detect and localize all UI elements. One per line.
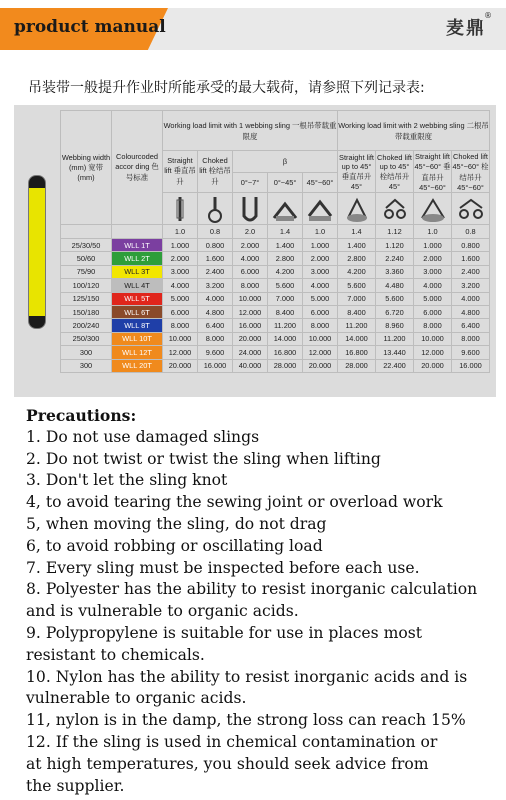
load-value-cell: 4.000 [303,279,338,292]
load-value-cell: 6.400 [198,319,233,332]
load-value-cell: 7.000 [338,292,376,305]
load-value-cell: 6.000 [163,305,198,318]
load-value-cell: 22.400 [376,359,414,372]
precaution-line: 5, when moving the sling, do not drag [26,515,327,533]
factor-cell: 1.0 [414,225,452,239]
load-value-cell: 3.200 [452,279,490,292]
load-value-cell: 8.000 [198,332,233,345]
width-cell: 300 [61,346,112,359]
load-value-cell: 1.400 [268,239,303,252]
table-row [61,252,490,265]
load-value-cell: 8.960 [376,319,414,332]
basket-0-7-icon [233,193,268,225]
load-value-cell: 16.000 [452,359,490,372]
load-value-cell: 2.240 [376,252,414,265]
precaution-line: 10. Nylon has the ability to resist inorganic acids and is [26,667,468,686]
colour-code-badge: WLL 1T [112,239,163,252]
colour-code-badge: WLL 20T [112,359,163,372]
load-value-cell: 13.440 [376,346,414,359]
load-value-cell: 20.000 [163,359,198,372]
load-value-cell: 9.600 [198,346,233,359]
factor-cell: 1.0 [303,225,338,239]
colour-code-badge: WLL 8T [112,319,163,332]
load-value-cell: 10.000 [163,332,198,345]
factor-blank [112,225,163,239]
header-two-choked-45-60: Choked lift 45°~60° 栓结吊升 45°~60° [452,151,489,192]
two-straight-45-icon [338,193,376,225]
header-beta-0-45: 0°~45° [268,173,303,193]
precaution-line: 7. Every sling must be inspected before each use. [26,558,420,577]
load-value-cell: 4.480 [376,279,414,292]
table-row [61,346,490,359]
width-cell: 125/150 [61,292,112,305]
table-row [61,239,490,252]
page-title: product manual [14,17,166,37]
load-value-cell: 20.000 [303,359,338,372]
load-value-cell: 8.400 [338,305,376,318]
factor-cell: 1.4 [338,225,376,239]
sling-image [28,175,46,329]
table-row [61,292,490,305]
load-value-cell: 24.000 [233,346,268,359]
load-value-cell: 1.000 [414,239,452,252]
table-row [61,359,490,372]
load-value-cell: 14.000 [268,332,303,345]
header-beta-0-7: 0°~7° [233,173,268,193]
load-value-cell: 5.600 [338,279,376,292]
choked-lift-icon [198,193,233,225]
load-value-cell: 1.600 [198,252,233,265]
load-value-cell: 16.000 [198,359,233,372]
load-value-cell: 28.000 [268,359,303,372]
precaution-line: 9. Polypropylene is suitable for use in places most [26,624,423,642]
load-value-cell: 6.720 [376,305,414,318]
header-group-two-sling: Working load limit with 2 webbing sling 二根吊带载重限度 [338,111,490,151]
load-value-cell: 3.200 [198,279,233,292]
header-colour-code: Colourcoded accor ding 色号标准 [112,111,163,225]
load-value-cell: 4.200 [338,265,376,278]
two-straight-45-60-icon [414,193,452,225]
load-value-cell: 5.000 [414,292,452,305]
precaution-line: and is vulnerable to organic acids. [26,602,299,621]
load-table [60,110,490,373]
precaution-line: 12. If the sling is used in chemical contamination or [26,733,438,751]
width-cell: 150/180 [61,305,112,318]
precaution-line: 4, to avoid tearing the sewing joint or overload work [26,493,443,512]
load-value-cell: 4.800 [198,305,233,318]
precaution-line: resistant to chemicals. [26,645,205,664]
load-value-cell: 2.400 [452,265,490,278]
load-value-cell: 2.800 [338,252,376,265]
load-value-cell: 4.000 [198,292,233,305]
colour-code-badge: WLL 12T [112,346,163,359]
load-value-cell: 2.400 [198,265,233,278]
factor-cell: 1.0 [163,225,198,239]
colour-code-badge: WLL 2T [112,252,163,265]
load-value-cell: 3.000 [303,265,338,278]
factor-cell: 1.12 [376,225,414,239]
width-cell: 100/120 [61,279,112,292]
load-value-cell: 5.600 [376,292,414,305]
load-value-cell: 9.600 [452,346,490,359]
factor-cell: 0.8 [198,225,233,239]
header [0,0,506,62]
load-value-cell: 10.000 [303,332,338,345]
precaution-line: 2. Do not twist or twist the sling when lifting [26,449,381,468]
factor-cell: 0.8 [452,225,490,239]
table-row [61,279,490,292]
table-row [61,305,490,318]
load-value-cell: 12.000 [414,346,452,359]
load-value-cell: 1.400 [338,239,376,252]
load-value-cell: 16.800 [268,346,303,359]
load-value-cell: 8.000 [163,319,198,332]
load-value-cell: 40.000 [233,359,268,372]
factor-cell: 1.4 [268,225,303,239]
load-value-cell: 6.400 [452,319,490,332]
basket-45-60-icon [303,193,338,225]
load-value-cell: 12.000 [163,346,198,359]
basket-0-45-icon [268,193,303,225]
precaution-line: 3. Don't let the sling knot [26,471,228,490]
load-value-cell: 8.000 [452,332,490,345]
load-value-cell: 20.000 [414,359,452,372]
colour-code-badge: WLL 3T [112,265,163,278]
load-value-cell: 2.800 [268,252,303,265]
width-cell: 300 [61,359,112,372]
table-row [61,319,490,332]
load-value-cell: 16.800 [338,346,376,359]
load-value-cell: 12.000 [303,346,338,359]
load-value-cell: 4.000 [452,292,490,305]
header-group-one-sling: Working load limit with 1 webbing sling 一根吊带载重限度 [163,111,338,151]
precaution-line: 1. Do not use damaged slings [26,427,260,446]
header-webbing-width: Webbing width (mm) 宽带 (mm) [61,111,112,225]
load-value-cell: 3.000 [163,265,198,278]
width-cell: 200/240 [61,319,112,332]
load-value-cell: 3.000 [414,265,452,278]
load-value-cell: 2.000 [303,252,338,265]
colour-code-badge: WLL 10T [112,332,163,345]
load-value-cell: 6.000 [414,305,452,318]
load-value-cell: 1.600 [452,252,490,265]
brand-logo: 麦鼎 [446,18,486,39]
straight-lift-icon [163,193,198,225]
precaution-line: vulnerable to organic acids. [26,689,247,708]
load-value-cell: 5.000 [163,292,198,305]
load-value-cell: 4.000 [414,279,452,292]
load-value-cell: 8.400 [268,305,303,318]
table-row [61,265,490,278]
load-value-cell: 16.000 [233,319,268,332]
brand-registered-mark: ® [484,11,492,20]
load-value-cell: 8.000 [414,319,452,332]
load-value-cell: 6.000 [303,305,338,318]
load-value-cell: 8.000 [233,279,268,292]
load-value-cell: 2.000 [414,252,452,265]
load-value-cell: 7.000 [268,292,303,305]
load-value-cell: 1.120 [376,239,414,252]
load-value-cell: 12.000 [233,305,268,318]
header-two-choked-45: Choked lift up to 45° 栓结吊升 45° [377,152,412,191]
load-value-cell: 1.000 [303,239,338,252]
load-value-cell: 5.600 [268,279,303,292]
header-straight-lift: Straight lift 垂直吊升 [163,151,198,193]
load-value-cell: 28.000 [338,359,376,372]
load-value-cell: 10.000 [414,332,452,345]
intro-text: 吊装带一般提升作业时所能承受的最大载荷，请参照下列记录表: [28,80,425,96]
colour-code-badge: WLL 6T [112,305,163,318]
width-cell: 75/90 [61,265,112,278]
load-value-cell: 1.000 [163,239,198,252]
header-beta-45-60: 45°~60° [303,173,338,193]
load-value-cell: 4.200 [268,265,303,278]
load-table-panel [14,105,496,397]
header-choked-lift: Choked lift 栓结吊升 [198,151,233,193]
load-value-cell: 4.000 [163,279,198,292]
table-row [61,332,490,345]
load-value-cell: 6.000 [233,265,268,278]
load-value-cell: 11.200 [376,332,414,345]
load-value-cell: 4.800 [452,305,490,318]
precautions-heading: Precautions: [26,406,137,425]
colour-code-badge: WLL 4T [112,279,163,292]
header-two-straight-45-60: Straight lift 45°~60° 垂直吊升 45°~60° [414,151,451,192]
width-cell: 50/60 [61,252,112,265]
load-value-cell: 0.800 [198,239,233,252]
precaution-line: 11, nylon is in the damp, the strong loss can reach 15% [26,711,466,730]
header-two-straight-45: Straight lift up to 45° 垂直吊升 45° [339,152,374,191]
load-value-cell: 3.360 [376,265,414,278]
load-value-cell: 2.000 [163,252,198,265]
load-value-cell: 5.000 [303,292,338,305]
precaution-line: at high temperatures, you should seek advice from [26,754,429,773]
load-value-cell: 0.800 [452,239,490,252]
factor-blank [61,225,112,239]
load-value-cell: 11.200 [338,319,376,332]
header-beta: β [233,151,338,173]
load-value-cell: 4.000 [233,252,268,265]
two-choked-45-60-icon [452,193,490,225]
load-value-cell: 2.000 [233,239,268,252]
factor-cell: 2.0 [233,225,268,239]
load-value-cell: 10.000 [233,292,268,305]
width-cell: 250/300 [61,332,112,345]
width-cell: 25/30/50 [61,239,112,252]
precaution-line: 6, to avoid robbing or oscillating load [26,536,323,555]
two-choked-45-icon [376,193,414,225]
load-value-cell: 14.000 [338,332,376,345]
colour-code-badge: WLL 5T [112,292,163,305]
load-value-cell: 8.000 [303,319,338,332]
load-value-cell: 20.000 [233,332,268,345]
precaution-line: the supplier. [26,776,125,795]
precaution-line: 8. Polyester has the ability to resist inorganic calculation [26,580,478,599]
load-value-cell: 11.200 [268,319,303,332]
